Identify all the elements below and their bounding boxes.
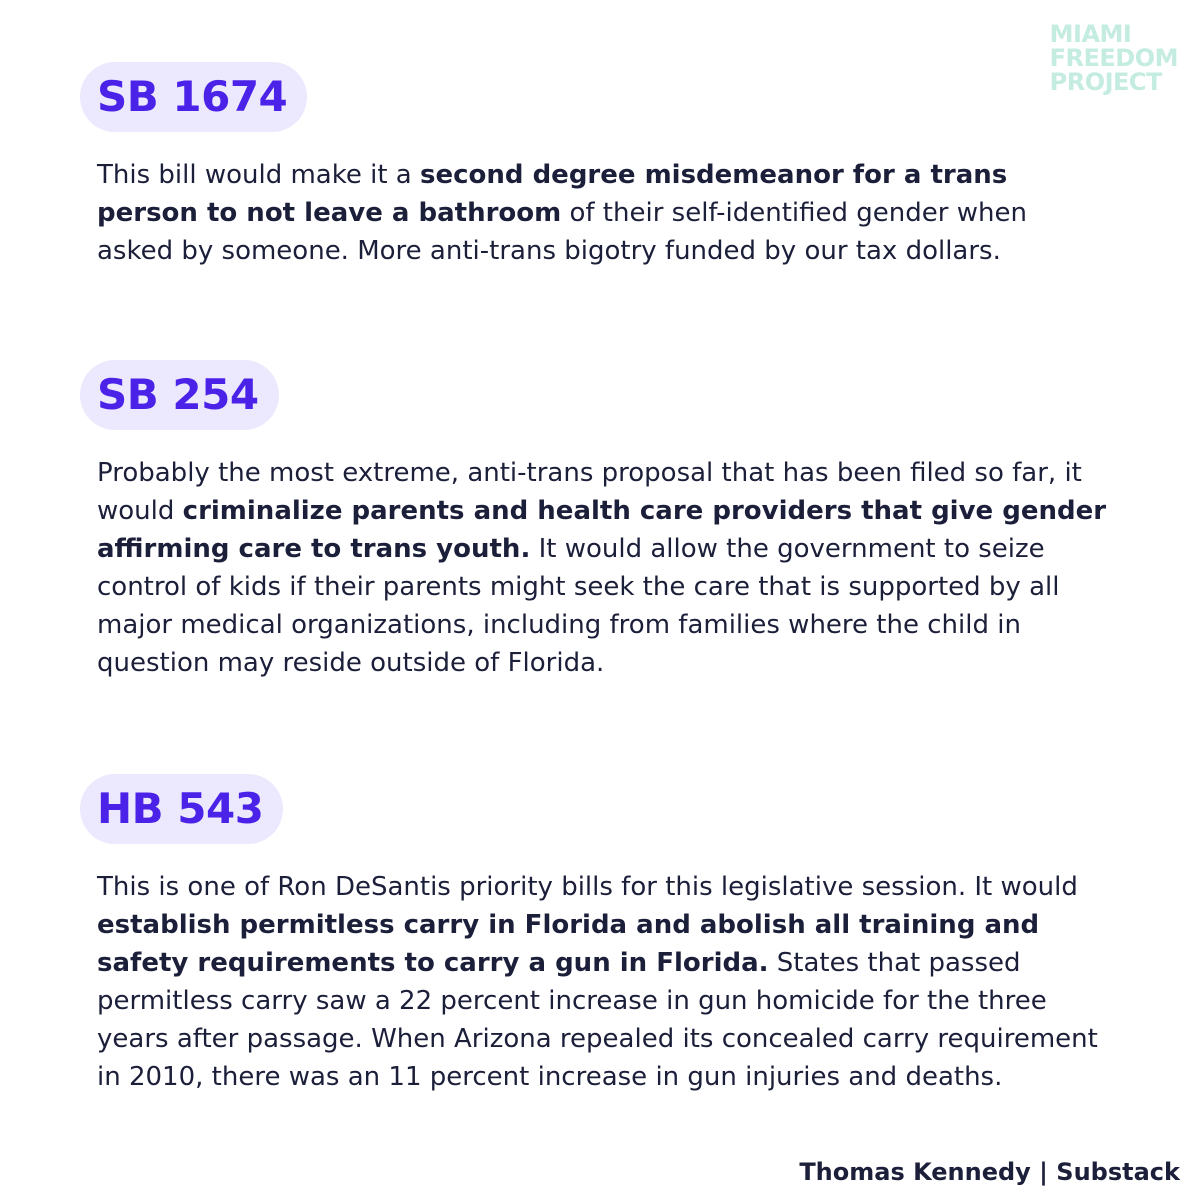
bill-description bbox=[97, 868, 1107, 1096]
bill-description-text: It would allow the government to seize control of kids if their parents might seek the care that is supported by all major medical organizations, including from families where the child in question may reside outside of Florida. bbox=[97, 534, 1060, 678]
bill-description-bold: establish permitless carry in Florida and abolish all training and safety requirements to carry a gun in Florida. bbox=[97, 910, 1040, 978]
logo-line-2: FREEDOM bbox=[1049, 44, 1178, 72]
bill-description bbox=[97, 156, 1107, 270]
bill-description-bold: criminalize parents and health care providers that give gender affirming care to trans youth. bbox=[97, 496, 1107, 564]
bill-description-text: Probably the most extreme, anti-trans proposal that has been filed so far, it would bbox=[97, 458, 1082, 526]
bill-description-text: of their self-identified gender when asked by someone. More anti-trans bigotry funded by our tax dollars. bbox=[97, 198, 1027, 266]
logo-line-1: MIAMI bbox=[1049, 20, 1132, 48]
bill-description-text: This is one of Ron DeSantis priority bills for this legislative session. It would bbox=[97, 872, 1078, 902]
logo-line-3: PROJECT bbox=[1049, 68, 1162, 96]
bill-section-sb1674 bbox=[80, 62, 1120, 270]
bill-description-text: This bill would make it a bbox=[97, 160, 421, 190]
bill-number-badge: HB 543 bbox=[80, 774, 283, 844]
author-credit: Thomas Kennedy | Substack bbox=[799, 1158, 1180, 1186]
bill-description bbox=[97, 454, 1107, 682]
bill-description-text: States that passed permitless carry saw a 22 percent increase in gun homicide for the three years after passage. When Arizona repealed its concealed carry requirement in 2010, there was an 11 percent increase in gun injuries and deaths. bbox=[97, 948, 1098, 1092]
bill-number-badge: SB 254 bbox=[80, 360, 279, 430]
bill-section-sb254 bbox=[80, 360, 1120, 682]
bill-description-bold: second degree misdemeanor for a trans person to not leave a bathroom bbox=[97, 160, 1008, 228]
bill-section-hb543 bbox=[80, 774, 1120, 1096]
bill-number-badge: SB 1674 bbox=[80, 62, 307, 132]
